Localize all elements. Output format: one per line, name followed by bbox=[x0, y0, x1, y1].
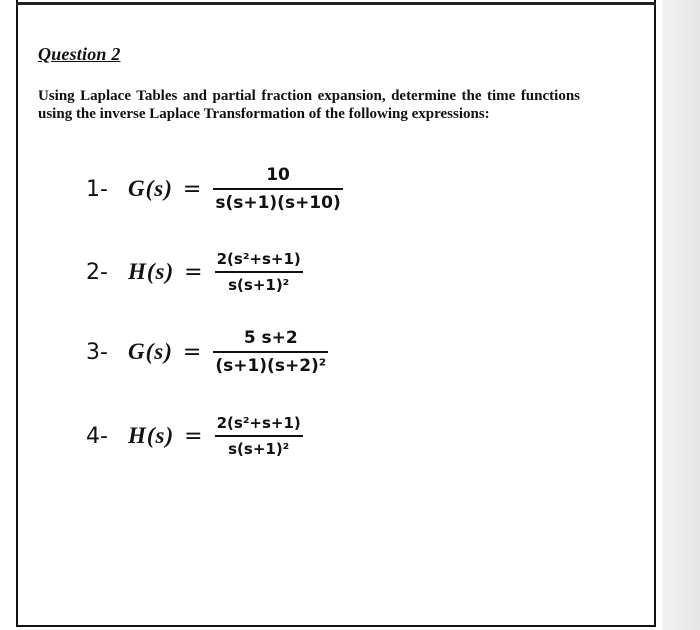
problem-3 bbox=[86, 322, 328, 382]
background-margin bbox=[662, 0, 700, 630]
transfer-function-name: G(s) bbox=[128, 339, 173, 364]
fraction bbox=[213, 328, 328, 376]
numerator: 2(s²+s+1) bbox=[216, 414, 301, 433]
denominator: s(s+1)(s+10) bbox=[215, 192, 341, 213]
transfer-function-name: H(s) bbox=[128, 423, 175, 448]
page-top-border bbox=[16, 2, 656, 5]
problem-2 bbox=[86, 242, 303, 302]
denominator: s(s+1)² bbox=[228, 439, 290, 458]
equals-sign: = bbox=[182, 339, 202, 365]
equals-sign: = bbox=[182, 176, 202, 202]
problem-number: 4- bbox=[86, 423, 108, 449]
question-heading: Question 2 bbox=[38, 44, 121, 64]
transfer-function-name: G(s) bbox=[128, 176, 173, 201]
denominator: (s+1)(s+2)² bbox=[215, 355, 327, 376]
fraction bbox=[215, 414, 303, 458]
problem-number: 1- bbox=[86, 176, 108, 202]
fraction bbox=[213, 165, 342, 213]
numerator: 2(s²+s+1) bbox=[216, 250, 301, 269]
equals-sign: = bbox=[184, 259, 203, 285]
transfer-function-name: H(s) bbox=[128, 259, 175, 284]
problem-number: 2- bbox=[86, 259, 108, 285]
numerator: 10 bbox=[266, 165, 290, 186]
question-instructions: Using Laplace Tables and partial fraction expansion, determine the time functions using the inverse Laplace Transformation of the following expressions: bbox=[38, 88, 580, 122]
fraction bbox=[215, 250, 303, 294]
equals-sign: = bbox=[184, 423, 203, 449]
problem-1 bbox=[86, 159, 343, 219]
numerator: 5 s+2 bbox=[243, 328, 298, 349]
problem-number: 3- bbox=[86, 339, 108, 365]
denominator: s(s+1)² bbox=[228, 275, 290, 294]
problem-4 bbox=[86, 406, 303, 466]
